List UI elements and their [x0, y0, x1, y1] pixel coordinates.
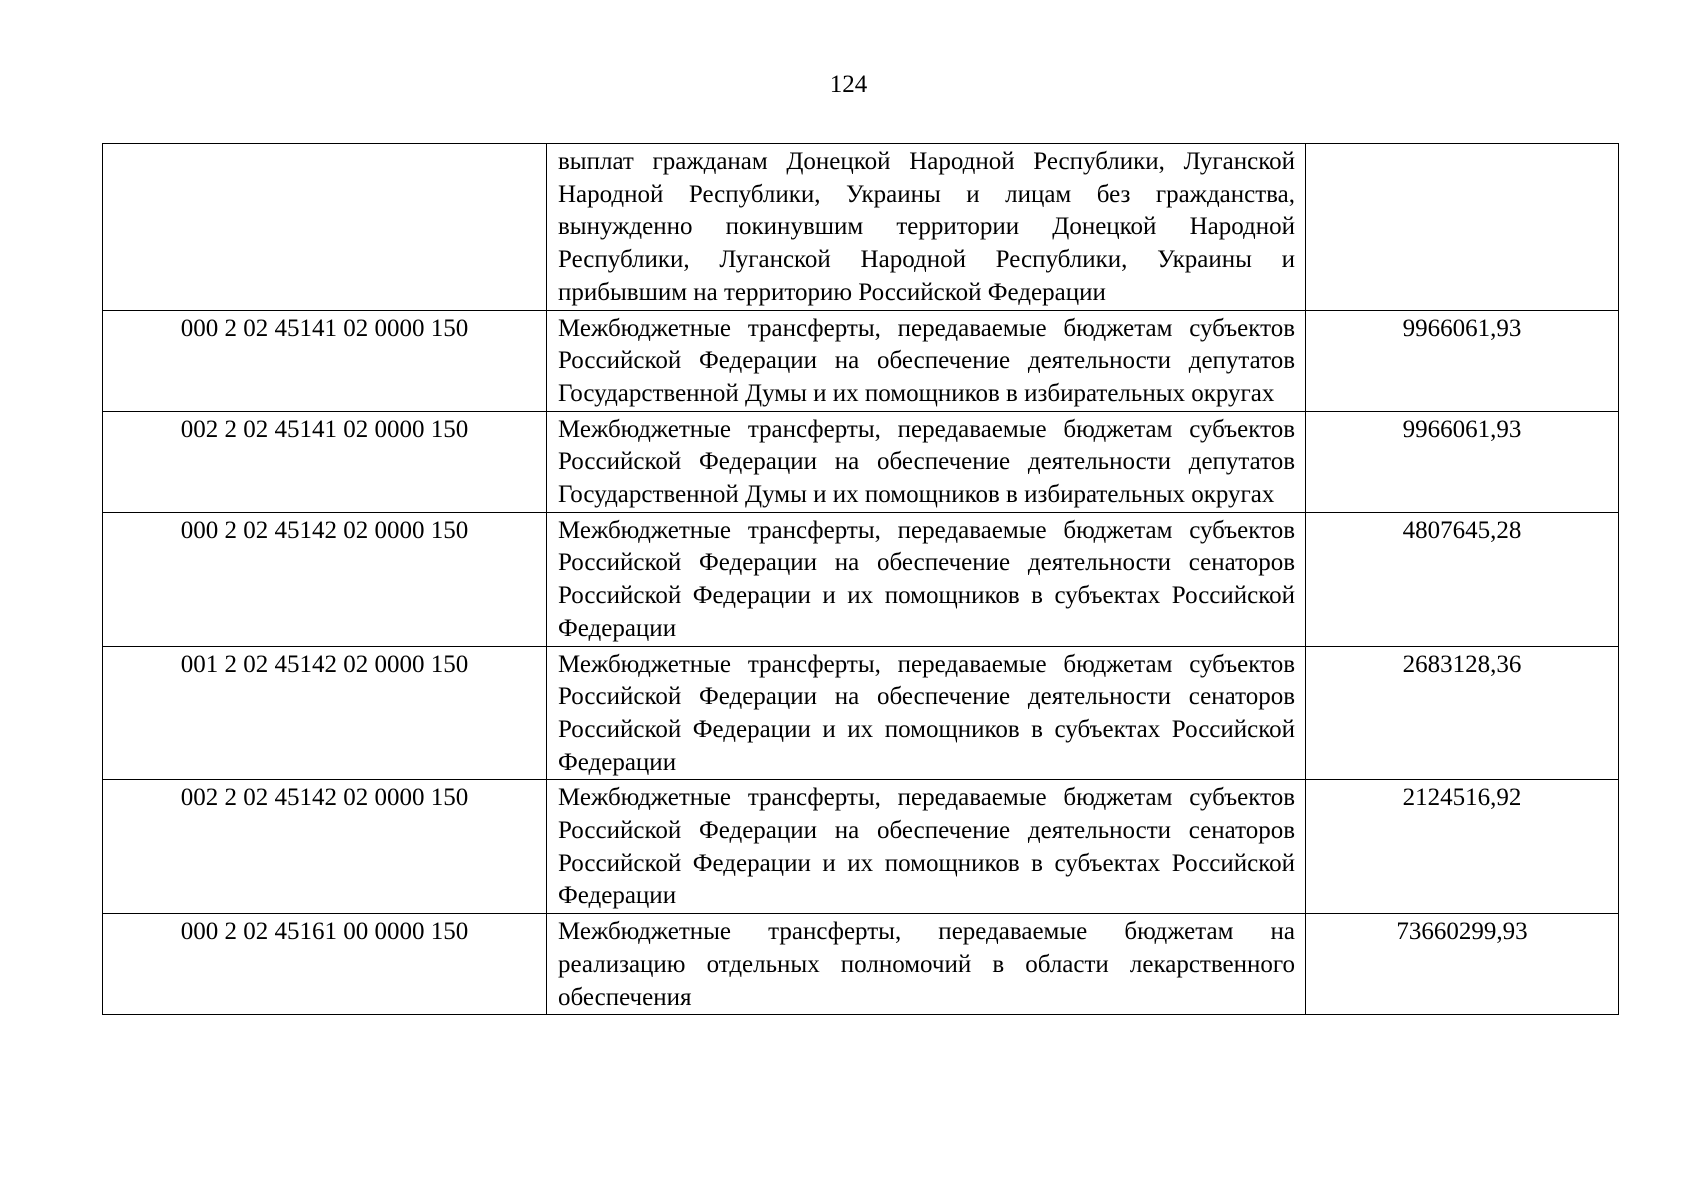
row-code [103, 144, 547, 311]
row-code: 000 2 02 45161 00 0000 150 [103, 914, 547, 1015]
table-row [103, 512, 1619, 646]
row-description: Межбюджетные трансферты, передаваемые бюджетам субъектов Российской Федерации на обеспечение деятельности депутатов Государственной Думы и их помощников в избирательных округах [547, 310, 1306, 411]
row-description: Межбюджетные трансферты, передаваемые бюджетам на реализацию отдельных полномочий в области лекарственного обеспечения [547, 914, 1306, 1015]
budget-revenue-table [102, 143, 1619, 1015]
row-code: 001 2 02 45142 02 0000 150 [103, 646, 547, 780]
row-description: Межбюджетные трансферты, передаваемые бюджетам субъектов Российской Федерации на обеспечение деятельности сенаторов Российской Федерации и их помощников в субъектах Российской Федерации [547, 780, 1306, 914]
row-amount: 73660299,93 [1306, 914, 1619, 1015]
row-code: 000 2 02 45141 02 0000 150 [103, 310, 547, 411]
table-row [103, 646, 1619, 780]
row-description: Межбюджетные трансферты, передаваемые бюджетам субъектов Российской Федерации на обеспечение деятельности сенаторов Российской Федерации и их помощников в субъектах Российской Федерации [547, 512, 1306, 646]
row-description: Межбюджетные трансферты, передаваемые бюджетам субъектов Российской Федерации на обеспечение деятельности депутатов Государственной Думы и их помощников в избирательных округах [547, 411, 1306, 512]
row-description: выплат гражданам Донецкой Народной Республики, Луганской Народной Республики, Украины и лицам без гражданства, вынужденно покинувшим территории Донецкой Народной Республики, Луганской Народной Республики, Украины и прибывшим на территорию Российской Федерации [547, 144, 1306, 311]
table-row [103, 780, 1619, 914]
row-amount: 9966061,93 [1306, 310, 1619, 411]
table-row [103, 411, 1619, 512]
row-code: 000 2 02 45142 02 0000 150 [103, 512, 547, 646]
table-row [103, 914, 1619, 1015]
row-amount: 2683128,36 [1306, 646, 1619, 780]
row-amount: 9966061,93 [1306, 411, 1619, 512]
table-row [103, 144, 1619, 311]
page-number: 124 [829, 71, 868, 98]
row-description: Межбюджетные трансферты, передаваемые бюджетам субъектов Российской Федерации на обеспечение деятельности сенаторов Российской Федерации и их помощников в субъектах Российской Федерации [547, 646, 1306, 780]
row-code: 002 2 02 45141 02 0000 150 [103, 411, 547, 512]
row-code: 002 2 02 45142 02 0000 150 [103, 780, 547, 914]
row-amount: 2124516,92 [1306, 780, 1619, 914]
row-amount [1306, 144, 1619, 311]
table-row [103, 310, 1619, 411]
row-amount: 4807645,28 [1306, 512, 1619, 646]
